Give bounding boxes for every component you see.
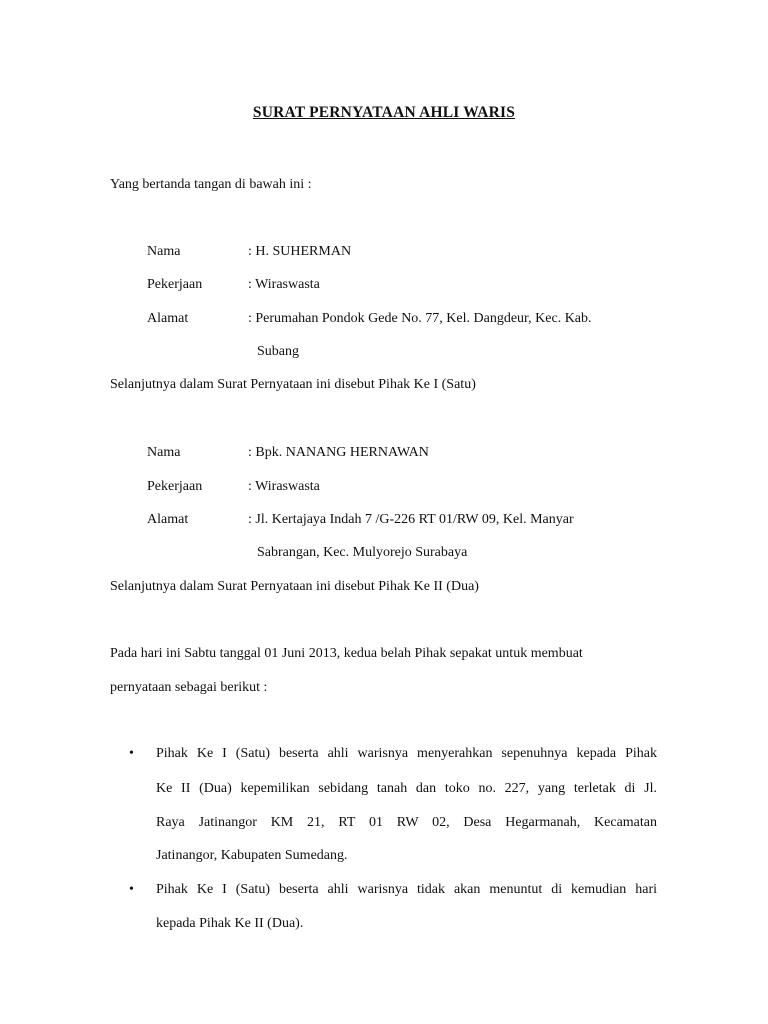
- party1-address-line2: Subang: [257, 344, 299, 359]
- bullet-icon: •: [129, 882, 134, 897]
- intro-text: Yang bertanda tangan di bawah ini :: [110, 177, 312, 192]
- bullet-icon: •: [129, 746, 134, 761]
- statement-line-2: pernyataan sebagai berikut :: [110, 680, 268, 695]
- bullet-1-line-3: Raya Jatinangor KM 21, RT 01 RW 02, Desa Hegarmanah, Kecamatan: [156, 815, 657, 830]
- party1-job-label: Pekerjaan: [147, 277, 203, 292]
- party2-designation: Selanjutnya dalam Surat Pernyataan ini disebut Pihak Ke II (Dua): [110, 579, 479, 594]
- bullet-2-line-1: Pihak Ke I (Satu) beserta ahli warisnya tidak akan menuntut di kemudian hari: [156, 882, 657, 897]
- statement-line-1: Pada hari ini Sabtu tanggal 01 Juni 2013, kedua belah Pihak sepakat untuk membuat: [110, 646, 583, 661]
- party2-address-line2: Sabrangan, Kec. Mulyorejo Surabaya: [257, 545, 468, 560]
- party2-address-label: Alamat: [147, 512, 189, 527]
- party1-designation: Selanjutnya dalam Surat Pernyataan ini disebut Pihak Ke I (Satu): [110, 377, 476, 392]
- party2-address-line1: : Jl. Kertajaya Indah 7 /G-226 RT 01/RW 09, Kel. Manyar: [248, 512, 574, 527]
- party1-address-label: Alamat: [147, 311, 189, 326]
- bullet-2-line-2: kepada Pihak Ke II (Dua).: [156, 916, 304, 931]
- party2-job-label: Pekerjaan: [147, 479, 203, 494]
- bullet-1-line-1: Pihak Ke I (Satu) beserta ahli warisnya menyerahkan sepenuhnya kepada Pihak: [156, 746, 657, 761]
- party2-job-value: : Wiraswasta: [248, 479, 320, 494]
- document-title: SURAT PERNYATAAN AHLI WARIS: [252, 104, 516, 121]
- party2-name-value: : Bpk. NANANG HERNAWAN: [248, 445, 429, 460]
- party1-job-value: : Wiraswasta: [248, 277, 320, 292]
- party1-address-line1: : Perumahan Pondok Gede No. 77, Kel. Dangdeur, Kec. Kab.: [248, 311, 592, 326]
- bullet-1-line-2: Ke II (Dua) kepemilikan sebidang tanah dan toko no. 227, yang terletak di Jl.: [156, 781, 657, 796]
- bullet-1-line-4: Jatinangor, Kabupaten Sumedang.: [156, 848, 348, 863]
- party1-name-label: Nama: [147, 244, 181, 259]
- party1-name-value: : H. SUHERMAN: [248, 244, 352, 259]
- party2-name-label: Nama: [147, 445, 181, 460]
